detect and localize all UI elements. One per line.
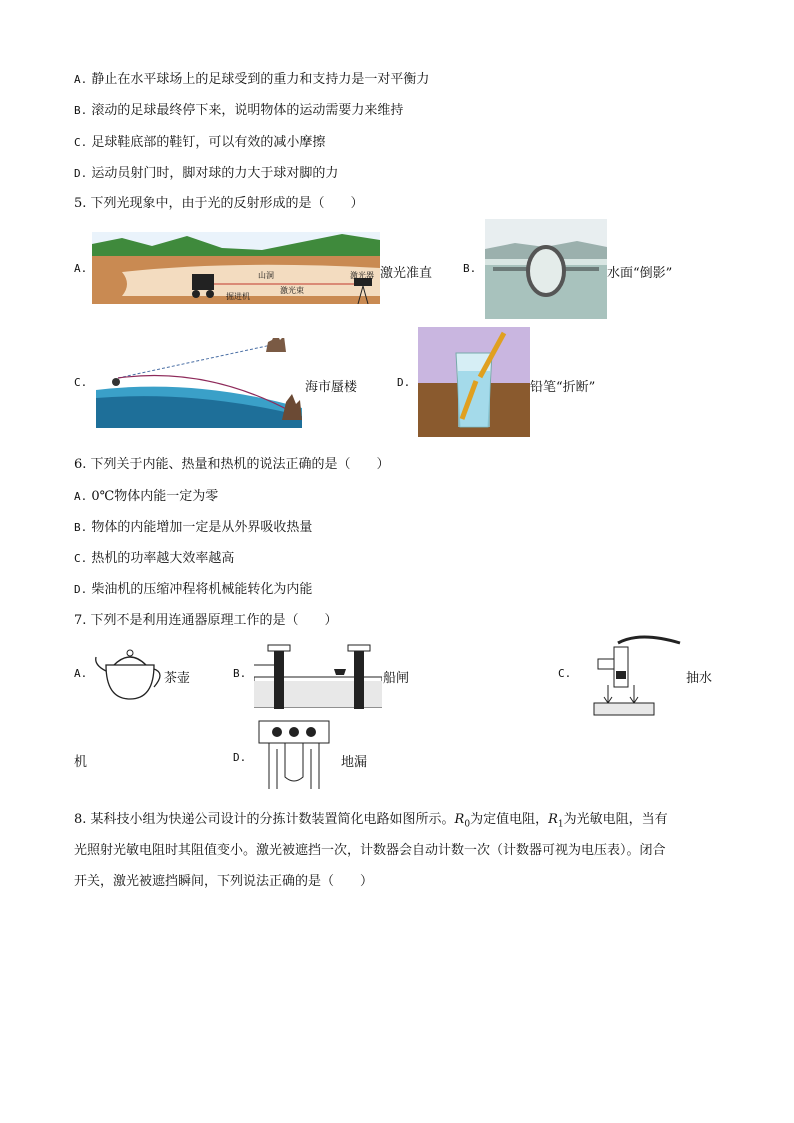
option-letter: B. — [74, 104, 88, 117]
q7-d-letter: D. — [233, 751, 247, 764]
q5-c-letter: C. — [74, 376, 88, 389]
option-text: 柴油机的压缩冲程将机械能转化为内能 — [91, 582, 313, 597]
q4-option-d — [74, 162, 338, 181]
option-text: 静止在水平球场上的足球受到的重力和支持力是一对平衡力 — [91, 72, 430, 87]
option-letter: D. — [74, 167, 88, 180]
option-letter: A. — [74, 73, 88, 86]
option-letter: B. — [74, 521, 88, 534]
q6-option-a — [74, 485, 218, 504]
q5-c-caption: 海市蜃楼 — [305, 380, 358, 395]
q7-b-caption: 船闸 — [383, 671, 410, 686]
q8-line-1 — [74, 808, 668, 830]
q5-d-letter: D. — [397, 376, 411, 389]
r0-subscript: 0 — [464, 819, 471, 830]
q6-stem: 6. 下列关于内能、热量和热机的说法正确的是（ ） — [74, 457, 390, 472]
q8-line-2: 光照射光敏电阻时其阻值变小。激光被遮挡一次，计数器会自动计数一次（计数器可视为电压表）。闭合 — [74, 843, 666, 858]
q7-a-letter: A. — [74, 667, 88, 680]
q8-text-c: 为光敏电阻，当有 — [563, 812, 668, 827]
q5-b-caption: 水面“倒影” — [607, 266, 673, 281]
q7-c-letter: C. — [558, 667, 572, 680]
option-text: 热机的功率越大效率越高 — [91, 551, 235, 566]
r0-symbol: R — [454, 812, 465, 827]
q6-option-c — [74, 547, 234, 566]
q5-a-letter: A. — [74, 262, 88, 275]
teapot-image — [92, 643, 166, 701]
option-letter: D. — [74, 583, 88, 596]
q7-stem: 7. 下列不是利用连通器原理工作的是（ ） — [74, 613, 338, 628]
q5-stem: 5. 下列光现象中，由于光的反射形成的是（ ） — [74, 196, 364, 211]
label-tunnel: 山洞 — [258, 271, 274, 280]
option-text: 足球鞋底部的鞋钉，可以有效的减小摩擦 — [91, 135, 326, 150]
q7-c-caption: 抽水 — [686, 671, 713, 686]
q7-b-letter: B. — [233, 667, 247, 680]
option-text: 物体的内能增加一定是从外界吸收热量 — [91, 520, 313, 535]
q5-b-letter: B. — [463, 262, 477, 275]
floor-drain-image — [257, 719, 331, 791]
q7-c-caption-cont: 机 — [74, 755, 88, 770]
label-beam: 激光束 — [280, 286, 304, 295]
option-text: 运动员射门时，脚对球的力大于球对脚的力 — [91, 166, 339, 181]
q4-option-b — [74, 99, 403, 118]
r1-subscript: 1 — [557, 819, 564, 830]
q8-text-b: 为定值电阻， — [470, 812, 549, 827]
option-letter: C. — [74, 136, 88, 149]
q6-option-d — [74, 578, 312, 597]
option-text: 滚动的足球最终停下来，说明物体的运动需要力来维持 — [91, 103, 404, 118]
option-letter: C. — [74, 552, 88, 565]
ship-lock-image — [254, 641, 382, 711]
q7-d-caption: 地漏 — [341, 755, 368, 770]
q5-d-caption: 铅笔“折断” — [530, 380, 596, 395]
q8-line-3: 开关，激光被遮挡瞬间，下列说法正确的是（ ） — [74, 874, 374, 889]
pencil-glass-image — [418, 327, 530, 437]
r1-symbol: R — [548, 812, 558, 827]
label-machine: 掘进机 — [226, 292, 250, 301]
q6-option-b — [74, 516, 312, 535]
option-letter: A. — [74, 490, 88, 503]
bridge-reflection-image — [485, 219, 607, 319]
mirage-image — [96, 338, 302, 428]
option-text: 0℃物体内能一定为零 — [91, 489, 219, 504]
q5-a-caption: 激光准直 — [380, 266, 433, 281]
q4-option-a — [74, 68, 429, 87]
q4-option-c — [74, 131, 325, 150]
label-laser: 激光器 — [350, 271, 374, 280]
q8-text-a: 8. 某科技小组为快递公司设计的分拣计数装置简化电路如图所示。 — [74, 812, 455, 827]
water-pump-image — [584, 633, 684, 717]
q7-a-caption: 茶壶 — [164, 671, 191, 686]
